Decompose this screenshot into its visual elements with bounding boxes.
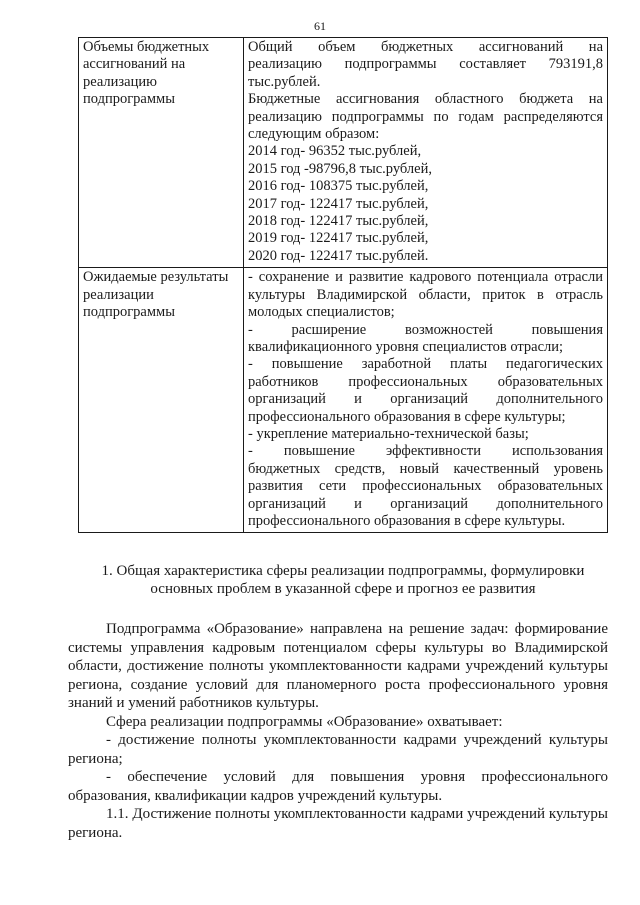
row-value-line: - повышение заработной платы педагогических: [248, 356, 603, 373]
row-value-line: реализацию подпрограммы составляет 793191,8: [248, 56, 603, 73]
row-value-line: Бюджетные ассигнования областного бюджета на: [248, 91, 603, 108]
row-label-line: реализации: [83, 286, 154, 303]
row-value-line: развития сети профессиональных образовательных: [248, 478, 603, 495]
row-value-line: культуры Владимирской области, приток в отрасль: [248, 286, 603, 303]
section-heading-line-1: 1. Общая характеристика сферы реализации подпрограммы, формулировки: [101, 563, 585, 579]
row-value-line: организаций и организаций дополнительного: [248, 391, 603, 408]
body-text: [68, 620, 608, 842]
row-label-line: Объемы бюджетных: [83, 39, 210, 55]
row-value-line: профессионального образования в сфере культуры.: [248, 512, 566, 529]
row-value: [244, 268, 608, 533]
row-value: [244, 38, 608, 268]
page-number: 61: [314, 19, 326, 33]
row-value-line: 2018 год- 122417 тыс.рублей,: [248, 213, 429, 230]
row-value-line: 2019 год- 122417 тыс.рублей,: [248, 230, 429, 247]
paragraph: - обеспечение условий для повышения уровня профессионального образования, квалификации кадров учреждений культуры.: [68, 769, 608, 804]
row-label-line: подпрограммы: [83, 304, 175, 321]
row-value-line: 2014 год- 96352 тыс.рублей,: [248, 143, 422, 160]
section-heading-line-2: основных проблем в указанной сфере и прогноз ее развития: [150, 581, 536, 597]
row-value-line: бюджетных средств, новый качественный уровень: [248, 460, 603, 477]
program-passport-table: [78, 37, 608, 533]
row-label-line: подпрограммы: [83, 91, 175, 108]
row-value-line: следующим образом:: [248, 126, 380, 143]
table-row: [79, 38, 608, 268]
row-value-line: Общий объем бюджетных ассигнований на: [248, 39, 603, 55]
row-value-line: 2020 год- 122417 тыс.рублей.: [248, 247, 429, 264]
paragraph: 1.1. Достижение полноты укомплектованности кадрами учреждений культуры региона.: [68, 806, 608, 841]
row-label: [79, 268, 244, 533]
row-value-line: - повышение эффективности использования: [248, 443, 603, 460]
row-label-line: реализацию: [83, 73, 157, 90]
table-row: [79, 268, 608, 533]
paragraph: Сфера реализации подпрограммы «Образование» охватывает:: [106, 713, 503, 730]
row-value-line: 2016 год- 108375 тыс.рублей,: [248, 178, 429, 195]
row-label-line: Ожидаемые результаты: [83, 269, 229, 286]
row-value-line: организаций и организаций дополнительного: [248, 495, 603, 512]
section-heading: [78, 562, 608, 598]
row-value-line: - сохранение и развитие кадрового потенциала отрасли: [248, 269, 603, 286]
row-value-line: реализацию подпрограммы по годам распределяются: [248, 108, 603, 125]
row-value-line: 2015 год -98796,8 тыс.рублей,: [248, 160, 432, 177]
row-value-line: - расширение возможностей повышения: [248, 321, 603, 338]
row-value-line: молодых специалистов;: [248, 304, 395, 321]
row-value-line: работников профессиональных образовательных: [248, 373, 603, 390]
row-value-line: - укрепление материально-технической базы;: [248, 425, 529, 442]
row-value-line: квалификационного уровня специалистов отрасли;: [248, 338, 564, 355]
paragraph: - достижение полноты укомплектованности кадрами учреждений культуры региона;: [68, 732, 608, 767]
row-label-line: ассигнований на: [83, 56, 186, 73]
row-value-line: 2017 год- 122417 тыс.рублей,: [248, 195, 429, 212]
row-value-line: профессионального образования в сфере культуры;: [248, 408, 566, 425]
row-value-line: тыс.рублей.: [248, 73, 321, 90]
paragraph: Подпрограмма «Образование» направлена на решение задач: формирование системы управления кадровым потенциалом сферы культуры во Владимирской области, достижение полноты укомплектованности кадрами учреждений культуры региона, создание условий для планомерного роста профессионального уровня знаний и умений работников культуры.: [68, 621, 608, 711]
row-label: [79, 38, 244, 268]
